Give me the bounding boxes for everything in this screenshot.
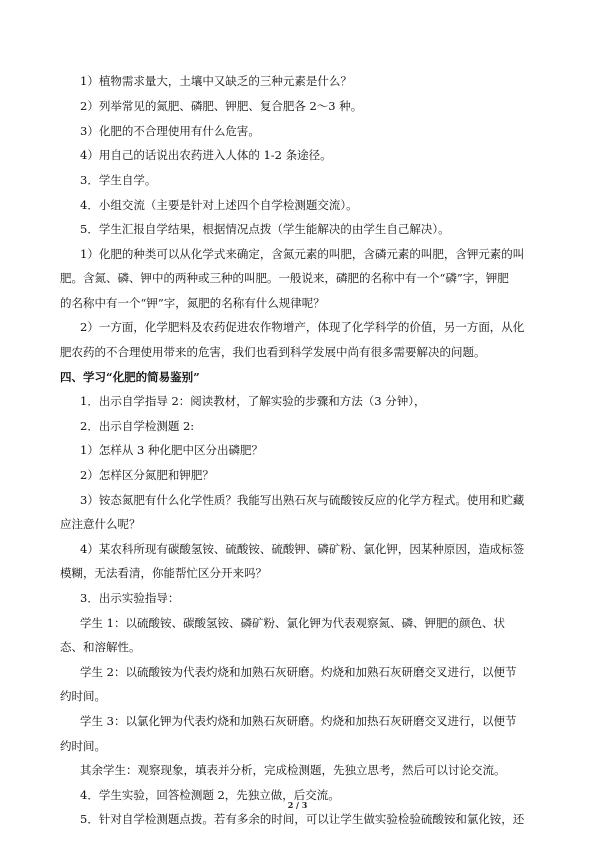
text-line: 学生 1：以硫酸铵、碳酸氢铵、磷矿粉、氯化钾为代表观察氮、磷、钾肥的颜色、状 (80, 616, 505, 630)
section-heading: 四、学习“化肥的简易鉴别” (60, 370, 200, 384)
text-line: 4）用自己的话说出农药进入人体的 1-2 条途径。 (80, 148, 332, 162)
text-line: 4）某农科所现有碳酸氢铵、硫酸铵、硫酸钾、磷矿粉、氯化钾，因某种原因，造成标签 (80, 542, 525, 556)
text-line: 1）怎样从 3 种化肥中区分出磷肥？ (80, 443, 263, 457)
text-line: 3）铵态氮肥有什么化学性质？我能写出熟石灰与硫酸铵反应的化学方程式。使用和贮藏 (80, 493, 525, 507)
text-line: 3．学生自学。 (80, 173, 157, 187)
page-number: 2 / 3 (287, 800, 308, 810)
text-line: 肥农药的不合理使用带来的危害，我们也看到科学发展中尚有很多需要解决的问题。 (60, 345, 486, 359)
text-line: 学生 3：以氯化钾为代表灼烧和加熟石灰研磨。灼烧和加热石灰研磨交叉进行，以便节 (80, 714, 517, 728)
text-line: 2）列举常见的氮肥、磷肥、钾肥、复合肥各 2～3 种。 (80, 99, 363, 113)
text-line: 4．学生实验，回答检测题 2，先独立做，后交流。 (80, 788, 340, 802)
text-line: 的名称中有一个“钾”字，氮肥的名称有什么规律呢？ (60, 296, 325, 310)
text-line: 3．出示实验指导： (80, 591, 180, 605)
text-line: 约时间。 (60, 739, 106, 753)
text-line: 模糊，无法看清，你能帮忙区分开来吗？ (60, 566, 267, 580)
text-line: 2．出示自学检测题 2: (80, 419, 195, 433)
text-line: 5．学生汇报自学结果，根据情况点拨（学生能解决的由学生自己解决）。 (80, 222, 450, 236)
text-line: 肥。含氮、磷、钾中的两种或三种的叫肥。一般说来，磷肥的名称中有一个“磷”字，钾肥 (60, 271, 509, 285)
text-line: 2）一方面，化学肥料及农药促进农作物增产，体现了化学科学的价值，另一方面，从化 (80, 320, 525, 334)
text-line: 5．针对自学检测题点拨。若有多余的时间，可以让学生做实验检验硫酸铵和氯化铵，还 (80, 812, 525, 826)
text-line: 约时间。 (60, 689, 106, 703)
text-line: 1）植物需求量大，土壤中又缺乏的三种元素是什么？ (80, 74, 352, 88)
text-line: 应注意什么呢？ (60, 517, 141, 531)
text-line: 学生 2：以硫酸铵为代表灼烧和加熟石灰研磨。灼烧和加熟石灰研磨交叉进行，以便节 (80, 665, 517, 679)
text-line: 1）化肥的种类可以从化学式来确定，含氮元素的叫肥，含磷元素的叫肥，含钾元素的叫 (80, 247, 525, 261)
text-line: 态、和溶解性。 (60, 640, 141, 654)
text-line: 4．小组交流（主要是针对上述四个自学检测题交流）。 (80, 198, 358, 212)
text-line: 3）化肥的不合理使用有什么危害。 (80, 124, 260, 138)
text-line: 2）怎样区分氮肥和钾肥？ (80, 468, 214, 482)
text-line: 其余学生：观察现象，填表并分析，完成检测题，先独立思考，然后可以讨论交流。 (80, 763, 506, 777)
text-line: 1．出示自学指导 2：阅读教材，了解实验的步骤和方法（3 分钟）， (80, 394, 426, 408)
